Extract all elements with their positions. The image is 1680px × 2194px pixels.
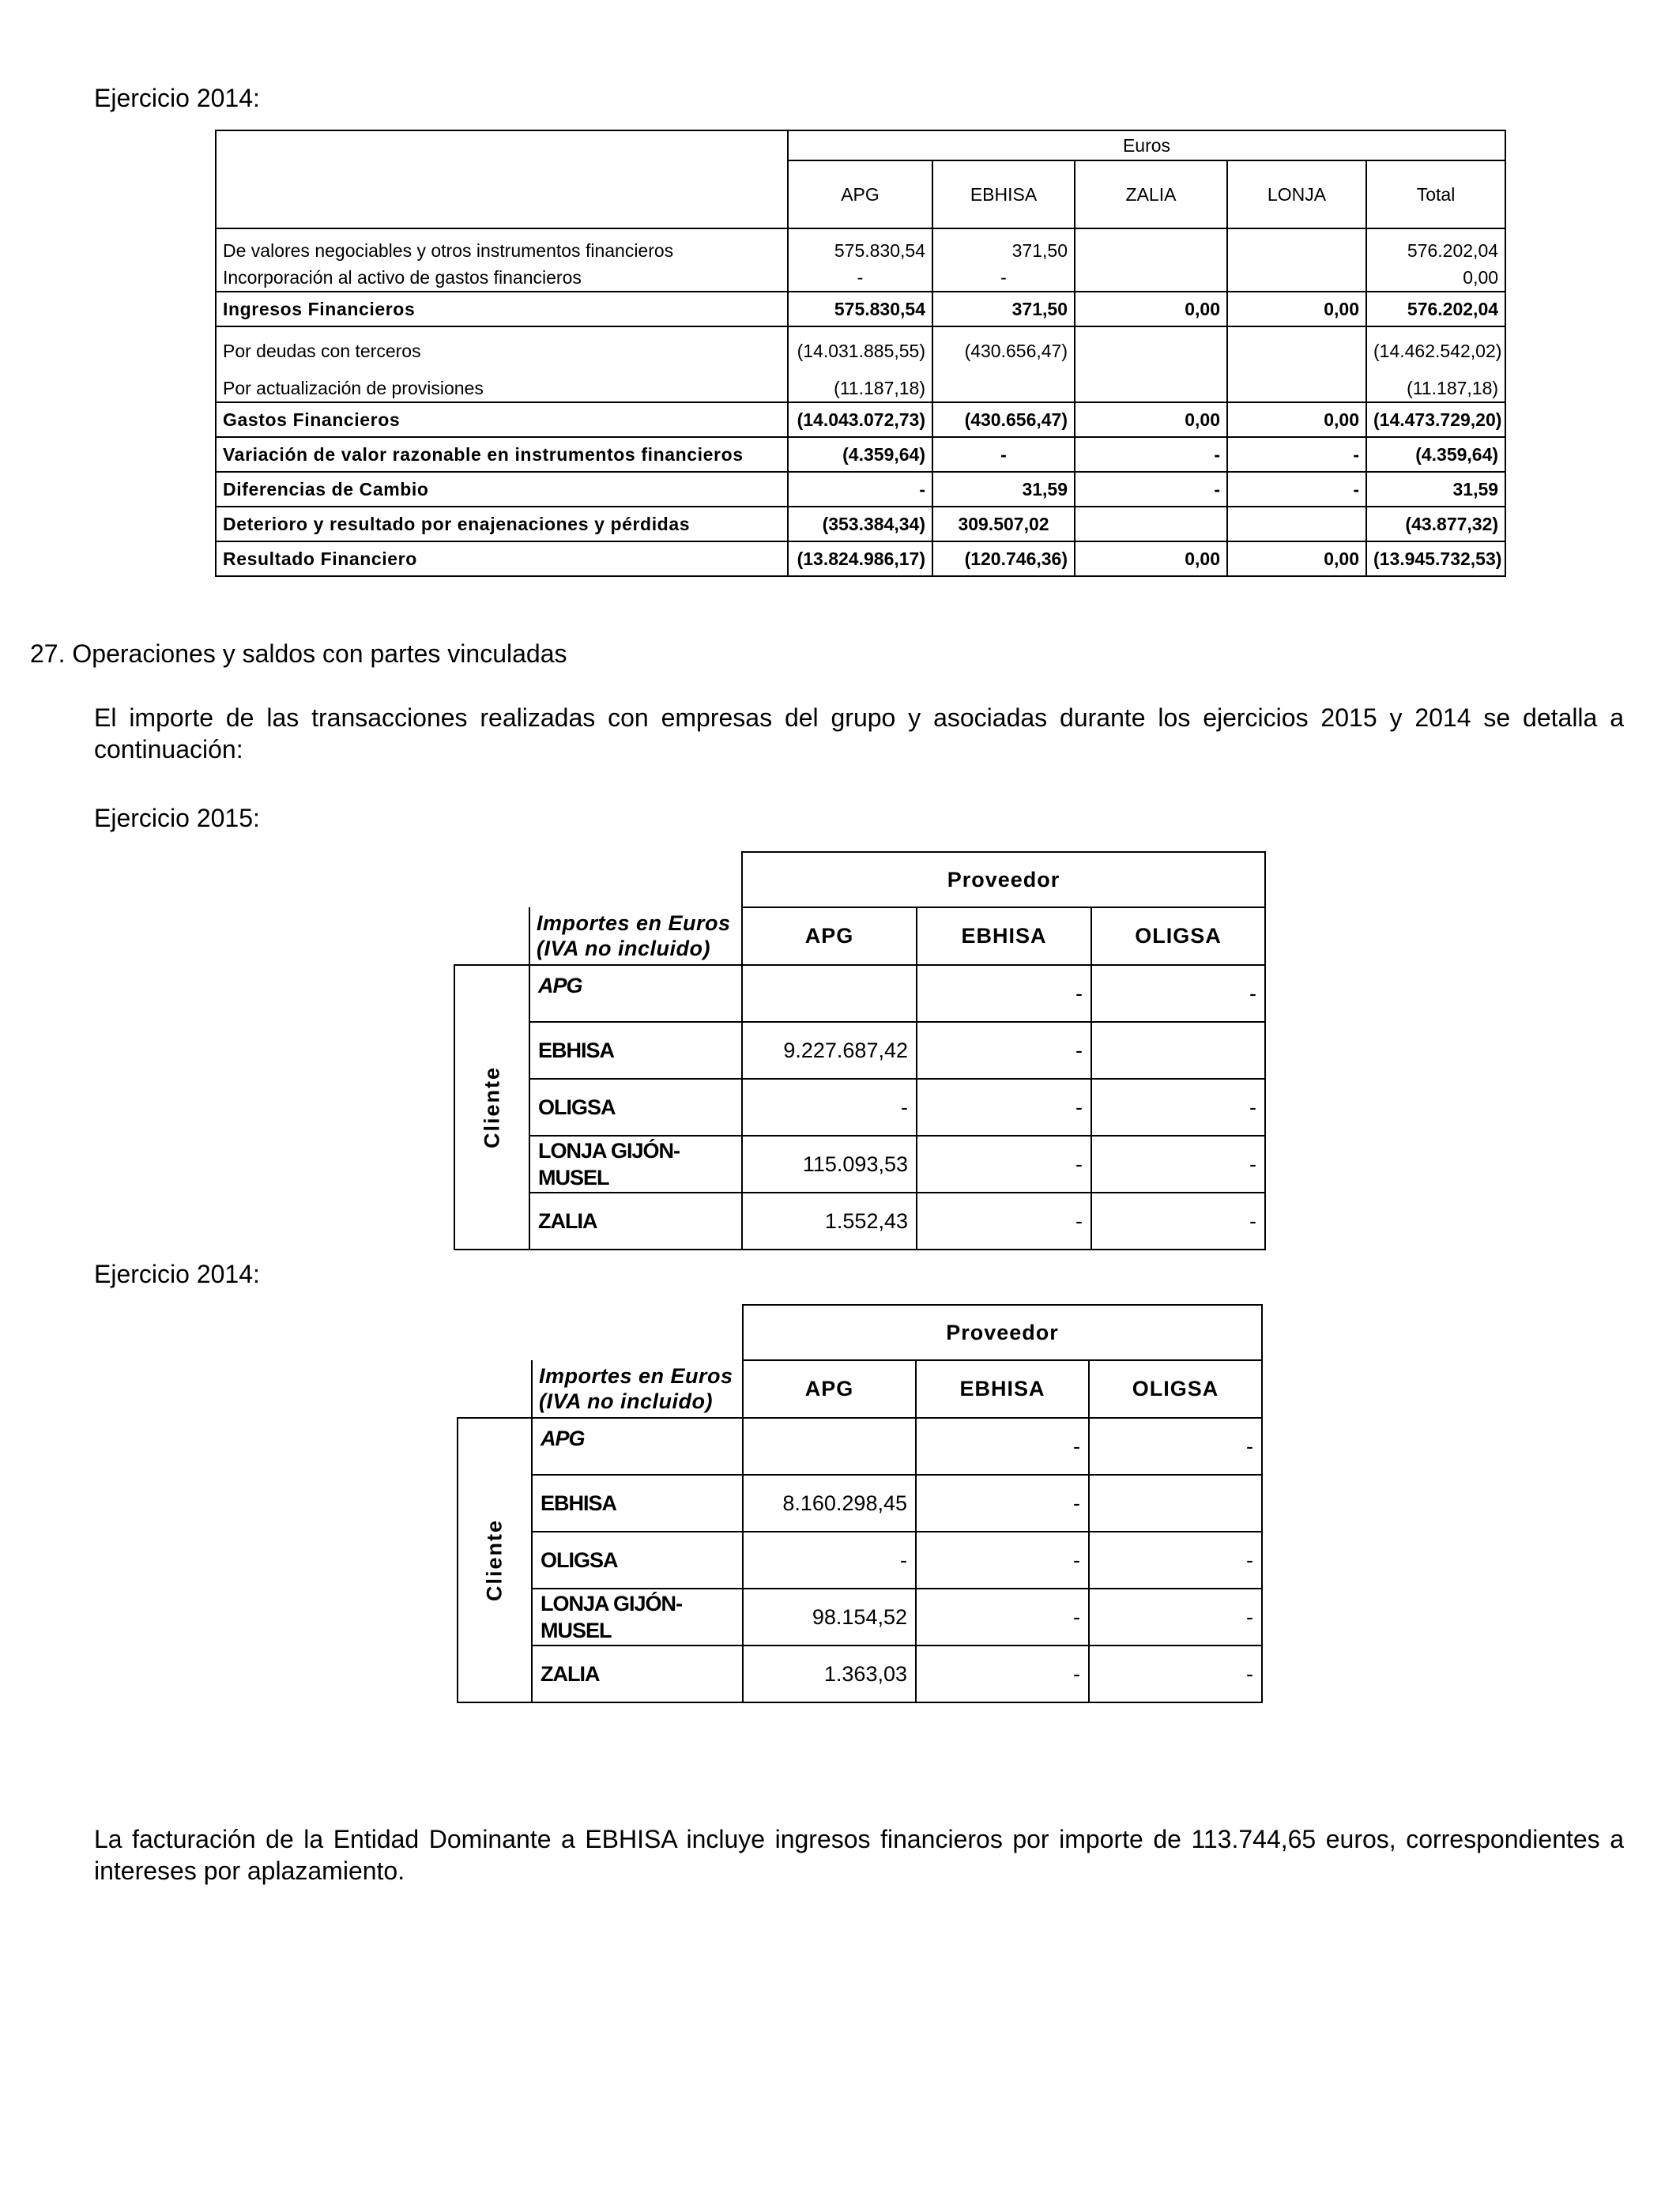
table-row: Cliente APG - - [458,1418,1262,1475]
table-row: LONJA GIJÓN-MUSEL 98.154,52 - - [458,1589,1262,1646]
col-header-total: Total [1366,160,1505,228]
table-row: EBHISA 9.227.687,42 - [454,1022,1265,1079]
col-header-apg: APG [788,160,932,228]
row-label: Por deudas con terceros [216,326,788,375]
section-heading-27: 27. Operaciones y saldos con partes vinculadas [30,639,567,668]
row-label: OLIGSA [529,1079,742,1136]
provider-header: Proveedor [743,1305,1262,1360]
column-header-row [216,160,1505,228]
table-row: LONJA GIJÓN-MUSEL 115.093,53 - - [454,1136,1265,1193]
heading-ejercicio-2015: Ejercicio 2015: [94,804,260,832]
importes-label: Importes en Euros (IVA no incluido) [532,1360,743,1418]
col-header-ebhisa: EBHISA [916,1360,1089,1418]
col-header-zalia: ZALIA [1075,160,1227,228]
table-header-row [216,130,1505,160]
row-label: OLIGSA [532,1532,743,1589]
client-label: Cliente [480,1065,503,1149]
currency-header: Euros [788,130,1505,160]
table-row: Incorporación al activo de gastos financieros - - 0,00 [216,264,1505,292]
row-label: EBHISA [529,1022,742,1079]
table-row-total: Ingresos Financieros 575.830,54 371,50 0,00 0,00 576.202,04 [216,292,1505,326]
row-label: Por actualización de provisiones [216,375,788,402]
table-row-total: Diferencias de Cambio - 31,59 - - 31,59 [216,472,1505,507]
row-label: EBHISA [532,1475,743,1532]
table-row: ZALIA 1.552,43 - - [454,1193,1265,1250]
provider-header-row [458,1305,1262,1360]
table-row-total: Resultado Financiero (13.824.986,17) (120.746,36) 0,00 0,00 (13.945.732,53) [216,541,1505,576]
row-label: De valores negociables y otros instrumentos financieros [216,228,788,264]
heading-ejercicio-2014: Ejercicio 2014: [94,84,260,112]
client-label-cell [458,1418,532,1702]
col-header-oligsa: OLIGSA [1089,1360,1262,1418]
table-row: Por deudas con terceros (14.031.885,55) (430.656,47) (14.462.542,02) [216,326,1505,375]
row-label: LONJA GIJÓN-MUSEL [532,1589,743,1646]
col-header-ebhisa: EBHISA [932,160,1075,228]
provider-header-row [454,852,1265,907]
table-row: EBHISA 8.160.298,45 - [458,1475,1262,1532]
row-label: Variación de valor razonable en instrumentos financieros [216,437,788,472]
table-row: ZALIA 1.363,03 - - [458,1646,1262,1702]
provider-header: Proveedor [742,852,1265,907]
row-label: Incorporación al activo de gastos financieros [216,264,788,292]
financial-results-table [215,130,1506,577]
col-header-ebhisa: EBHISA [917,907,1091,965]
row-label: ZALIA [529,1193,742,1250]
table-row: OLIGSA - - - [454,1079,1265,1136]
related-party-table-2014 [457,1304,1263,1703]
column-header-row [454,907,1265,965]
col-header-apg: APG [743,1360,916,1418]
row-label: APG [529,965,742,1022]
table-row: Cliente APG - - [454,965,1265,1022]
col-header-lonja: LONJA [1227,160,1366,228]
table-row: De valores negociables y otros instrumentos financieros 575.830,54 371,50 576.202,04 [216,228,1505,264]
row-label: LONJA GIJÓN-MUSEL [529,1136,742,1193]
table-row: OLIGSA - - - [458,1532,1262,1589]
row-label: ZALIA [532,1646,743,1702]
row-label: Deterioro y resultado por enajenaciones y pérdidas [216,507,788,541]
importes-label: Importes en Euros (IVA no incluido) [529,907,742,965]
row-label: Diferencias de Cambio [216,472,788,507]
row-label: Gastos Financieros [216,402,788,437]
footer-paragraph: La facturación de la Entidad Dominante a EBHISA incluye ingresos financieros por importe de 113.744,65 euros, correspondientes a intereses por aplazamiento. [94,1825,1624,1885]
client-label-cell [454,965,529,1250]
table-row-total: Deterioro y resultado por enajenaciones y pérdidas (353.384,34) 309.507,02 (43.877,32) [216,507,1505,541]
row-label: APG [532,1418,743,1475]
client-label: Cliente [482,1518,507,1602]
intro-paragraph: El importe de las transacciones realizadas con empresas del grupo y asociadas durante los ejercicios 2015 y 2014 se detalla a continuación: [94,703,1624,763]
row-label: Ingresos Financieros [216,292,788,326]
col-header-oligsa: OLIGSA [1091,907,1265,965]
col-header-apg: APG [742,907,917,965]
row-label: Resultado Financiero [216,541,788,576]
table-row-total: Variación de valor razonable en instrumentos financieros (4.359,64) - - - (4.359,64) [216,437,1505,472]
table-row-total: Gastos Financieros (14.043.072,73) (430.656,47) 0,00 0,00 (14.473.729,20) [216,402,1505,437]
heading-ejercicio-2014-second: Ejercicio 2014: [94,1260,260,1288]
related-party-table-2015 [454,851,1266,1250]
table-row: Por actualización de provisiones (11.187,18) (11.187,18) [216,375,1505,402]
column-header-row [458,1360,1262,1418]
